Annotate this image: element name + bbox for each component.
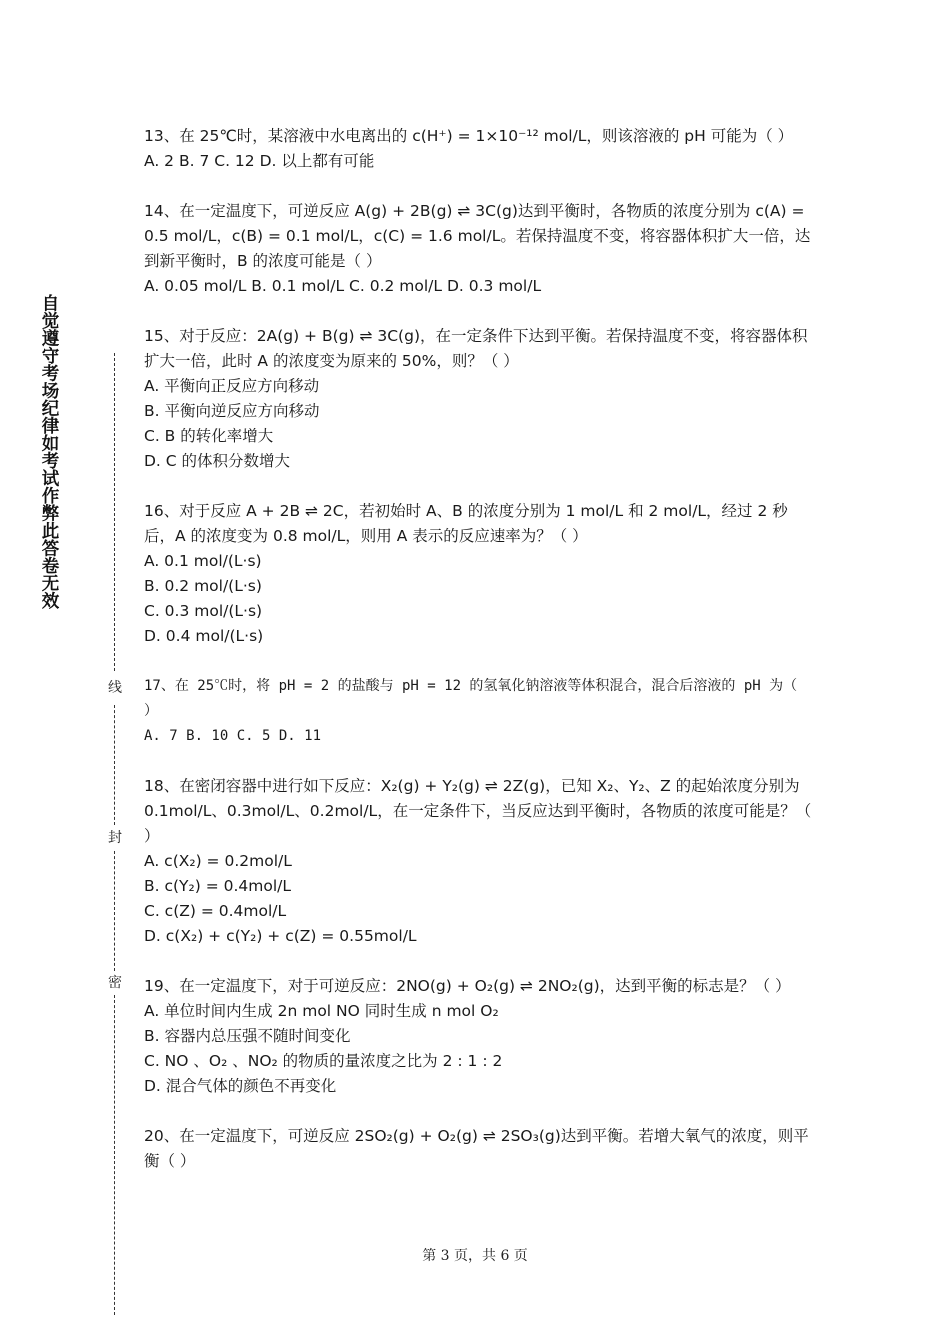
option-a: A. 单位时间内生成 2n mol NO 同时生成 n mol O₂ (144, 1002, 499, 1020)
question-stem: 19、在一定温度下，对于可逆反应：2NO(g) + O₂(g) ⇌ 2NO₂(g)，达到平衡的标志是？（ ） (144, 977, 791, 995)
question-stem: 20、在一定温度下，可逆反应 2SO₂(g) + O₂(g) ⇌ 2SO₃(g)达到平衡。若增大氧气的浓度，则平衡（ ） (144, 1127, 809, 1170)
option-d: D. c(X₂) + c(Y₂) + c(Z) = 0.55mol/L (144, 927, 417, 945)
option-b: B. c(Y₂) = 0.4mol/L (144, 877, 292, 895)
binding-mark-xian: 线 (108, 680, 122, 696)
option-c: C. NO 、O₂ 、NO₂ 的物质的量浓度之比为 2 : 1 : 2 (144, 1052, 503, 1070)
option-b: B. 容器内总压强不随时间变化 (144, 1027, 351, 1045)
binding-mark-feng: 封 (108, 830, 122, 846)
option-a: A. c(X₂) = 0.2mol/L (144, 852, 292, 870)
question-stem: 18、在密闭容器中进行如下反应：X₂(g) + Y₂(g) ⇌ 2Z(g)，已知 X₂、Y₂、Z 的起始浓度分别为 0.1mol/L、0.3mol/L、0.2mol/L，在一定条件下，当反应达到平衡时，各物质的浓度可能是？（ ） (144, 777, 812, 845)
question-13 (144, 124, 812, 174)
binding-dashed-line (114, 995, 115, 1315)
question-list (144, 124, 812, 1199)
question-stem: 13、在 25℃时，某溶液中水电离出的 c(H⁺) = 1×10⁻¹² mol/L，则该溶液的 pH 可能为（ ） (144, 127, 794, 145)
page-number-footer: 第 3 页，共 6 页 (422, 1248, 528, 1264)
binding-dashed-line (114, 851, 115, 971)
question-stem: 14、在一定温度下，可逆反应 A(g) + 2B(g) ⇌ 3C(g)达到平衡时，各物质的浓度分别为 c(A) = 0.5 mol/L，c(B) = 0.1 mol/L，c(C) = 1.6 mol/L。若保持温度不变，将容器体积扩大一倍，达到新平衡时，B 的浓度可能是（ ） (144, 202, 811, 270)
option-d: D. 混合气体的颜色不再变化 (144, 1077, 337, 1095)
option-a: A. 平衡向正反应方向移动 (144, 377, 320, 395)
question-14 (144, 199, 812, 299)
question-17 (144, 674, 812, 749)
question-options: A. 0.05 mol/L B. 0.1 mol/L C. 0.2 mol/L D. 0.3 mol/L (144, 277, 542, 295)
option-b: B. 0.2 mol/(L·s) (144, 577, 262, 595)
question-19 (144, 974, 812, 1099)
question-15 (144, 324, 812, 474)
option-c: C. B 的转化率增大 (144, 427, 274, 445)
question-stem: 17、在 25℃时，将 pH = 2 的盐酸与 pH = 12 的氢氧化钠溶液等体积混合，混合后溶液的 pH 为（ ） (144, 678, 798, 719)
question-18 (144, 774, 812, 949)
option-c: C. c(Z) = 0.4mol/L (144, 902, 287, 920)
binding-mark-mi: 密 (108, 975, 122, 991)
question-stem: 15、对于反应：2A(g) + B(g) ⇌ 3C(g)，在一定条件下达到平衡。若保持温度不变，将容器体积扩大一倍，此时 A 的浓度变为原来的 50%，则？（ ） (144, 327, 808, 370)
option-d: D. 0.4 mol/(L·s) (144, 627, 264, 645)
option-a: A. 0.1 mol/(L·s) (144, 552, 262, 570)
question-options: A. 2 B. 7 C. 12 D. 以上都有可能 (144, 152, 375, 170)
binding-dashed-line (114, 705, 115, 825)
binding-dashed-line (114, 353, 115, 671)
question-20 (144, 1124, 812, 1174)
option-d: D. C 的体积分数增大 (144, 452, 291, 470)
question-options: A. 7 B. 10 C. 5 D. 11 (144, 728, 322, 744)
question-16 (144, 499, 812, 649)
option-c: C. 0.3 mol/(L·s) (144, 602, 263, 620)
option-b: B. 平衡向逆反应方向移动 (144, 402, 320, 420)
exam-discipline-notice: 自觉遵守考场纪律如考试作弊此答卷无效 (39, 294, 59, 609)
question-stem: 16、对于反应 A + 2B ⇌ 2C，若初始时 A、B 的浓度分别为 1 mol/L 和 2 mol/L，经过 2 秒后，A 的浓度变为 0.8 mol/L，则用 A 表示的反应速率为？（ ） (144, 502, 788, 545)
